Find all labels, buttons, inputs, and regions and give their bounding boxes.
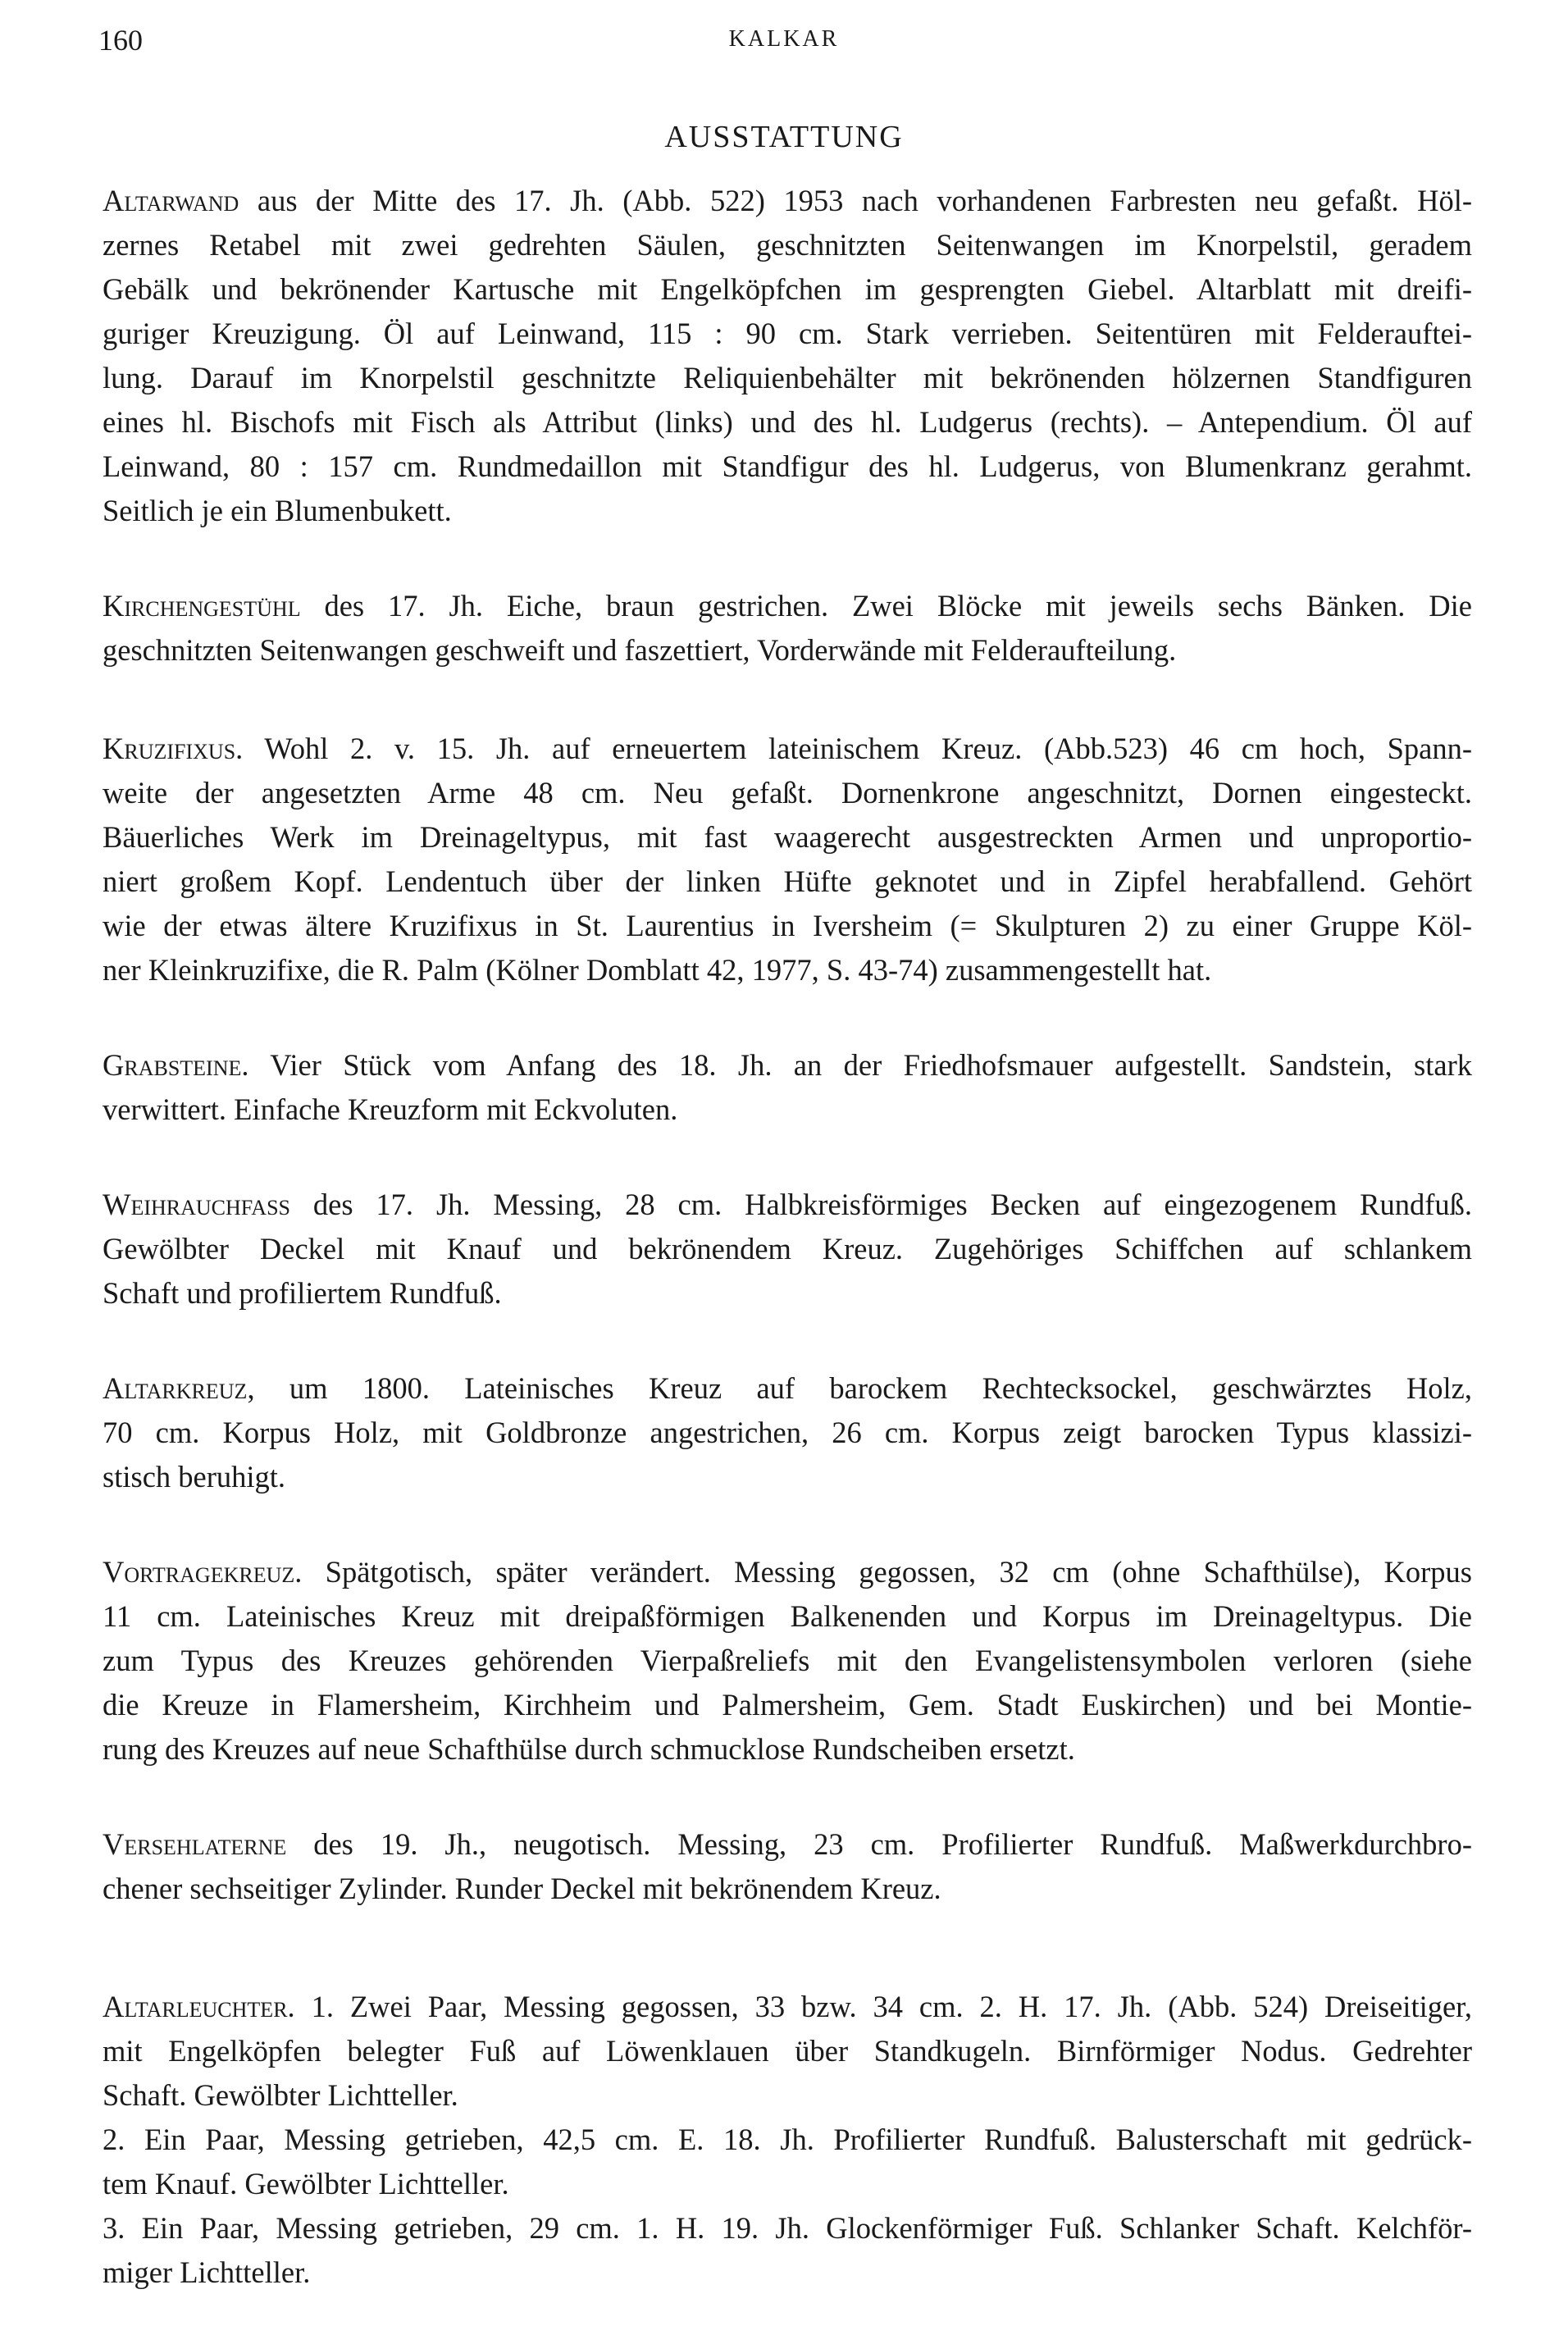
text-line: [103, 489, 1472, 533]
line-text: . Vier Stück vom Anfang des 18. Jh. an der Friedhofsmauer aufgestellt. Sandstein, stark: [241, 1048, 1472, 1082]
line-text: Leinwand, 80 : 157 cm. Rundmedaillon mit Standfigur des hl. Ludgerus, von Blumenkranz gerahmt.: [103, 449, 1472, 483]
text-line: [103, 267, 1472, 312]
text-line: [103, 1867, 1472, 1911]
text-line: [103, 1550, 1472, 1594]
text-line: [103, 2251, 1472, 2295]
line-text: des 17. Jh. Messing, 28 cm. Halbkreisförmiges Becken auf eingezogenem Rundfuß.: [290, 1188, 1472, 1221]
line-text: lung. Darauf im Knorpelstil geschnitzte Reliquienbehälter mit bekrönenden hölzernen Standfiguren: [103, 361, 1472, 394]
entry-heading: Altarkreuz: [103, 1371, 248, 1405]
text-line: [103, 584, 1472, 628]
text-line: [103, 1043, 1472, 1088]
text-line: [103, 1455, 1472, 1499]
text-line: [103, 223, 1472, 267]
text-line: [103, 2118, 1472, 2162]
line-text: Bäuerliches Werk im Dreinageltypus, mit fast waagerecht ausgestreckten Armen und unproportio-: [103, 820, 1472, 854]
line-text: Schaft und profiliertem Rundfuß.: [103, 1276, 502, 1310]
entry-vortragekreuz: [103, 1550, 1472, 1772]
running-head: KALKAR: [728, 26, 840, 52]
line-text: guriger Kreuzigung. Öl auf Leinwand, 115 : 90 cm. Stark verrieben. Seitentüren mit Felderauftei-: [103, 317, 1472, 350]
entry-heading: Versehlaterne: [103, 1827, 287, 1861]
text-line: [103, 2029, 1472, 2073]
text-line: [103, 1411, 1472, 1455]
entry-heading: Altarleuchter: [103, 1990, 288, 2023]
entry-grabsteine: [103, 1043, 1472, 1132]
entry-versehlaterne: [103, 1822, 1472, 1911]
line-text: des 17. Jh. Eiche, braun gestrichen. Zwei Blöcke mit jeweils sechs Bänken. Die: [300, 589, 1472, 622]
text-line: [103, 1227, 1472, 1271]
text-line: [103, 1727, 1472, 1772]
line-text: des 19. Jh., neugotisch. Messing, 23 cm. Profilierter Rundfuß. Maßwerkdurchbro-: [286, 1827, 1472, 1861]
line-text: 2. Ein Paar, Messing getrieben, 42,5 cm. E. 18. Jh. Profilierter Rundfuß. Balusterschaft mit gedrück-: [103, 2123, 1472, 2156]
line-text: geschnitzten Seitenwangen geschweift und faszettiert, Vorderwände mit Felderaufteilung.: [103, 633, 1177, 667]
text-line: [103, 1639, 1472, 1683]
entry-heading: Kirchengestühl: [103, 589, 301, 622]
section-title: AUSSTATTUNG: [664, 120, 904, 154]
text-line: [103, 1822, 1472, 1867]
text-line: [103, 1183, 1472, 1227]
text-line: [103, 948, 1472, 992]
entry-weihrauchfass: [103, 1183, 1472, 1316]
line-text: Schaft. Gewölbter Lichtteller.: [103, 2078, 458, 2112]
line-text: stisch beruhigt.: [103, 1460, 286, 1494]
entry-heading: Weihrauchfass: [103, 1188, 291, 1221]
line-text: . Wohl 2. v. 15. Jh. auf erneuertem lateinischem Kreuz. (Abb.523) 46 cm hoch, Spann-: [235, 732, 1472, 765]
entry-heading: Vortragekreuz: [103, 1555, 295, 1589]
line-text: mit Engelköpfen belegter Fuß auf Löwenklauen über Standkugeln. Birnförmiger Nodus. Gedrehter: [103, 2034, 1472, 2068]
entry-heading: Kruzifixus: [103, 732, 236, 765]
entry-altarleuchter: [103, 1985, 1472, 2295]
text-line: [103, 1271, 1472, 1316]
text-line: [103, 1088, 1472, 1132]
text-line: [103, 904, 1472, 948]
line-text: die Kreuze in Flamersheim, Kirchheim und Palmersheim, Gem. Stadt Euskirchen) und bei Montie-: [103, 1688, 1472, 1722]
line-text: aus der Mitte des 17. Jh. (Abb. 522) 1953 nach vorhandenen Farbresten neu gefaßt. Höl-: [239, 184, 1472, 217]
line-text: . Spätgotisch, später verändert. Messing gegossen, 32 cm (ohne Schafthülse), Korpus: [294, 1555, 1472, 1589]
text-line: [103, 628, 1472, 673]
text-line: [103, 2073, 1472, 2118]
line-text: wie der etwas ältere Kruzifixus in St. Laurentius in Iversheim (= Skulpturen 2) zu einer Gruppe Köl-: [103, 909, 1472, 942]
text-line: [103, 1985, 1472, 2029]
text-line: [103, 727, 1472, 771]
line-text: zum Typus des Kreuzes gehörenden Vierpaßreliefs mit den Evangelistensymbolen verloren (siehe: [103, 1644, 1472, 1677]
line-text: tem Knauf. Gewölbter Lichtteller.: [103, 2167, 509, 2200]
line-text: weite der angesetzten Arme 48 cm. Neu gefaßt. Dornenkrone angeschnitzt, Dornen eingesteckt.: [103, 776, 1472, 809]
line-text: niert großem Kopf. Lendentuch über der linken Hüfte geknotet und in Zipfel herabfallend. Gehört: [103, 864, 1472, 898]
text-line: [103, 815, 1472, 860]
line-text: . 1. Zwei Paar, Messing gegossen, 33 bzw. 34 cm. 2. H. 17. Jh. (Abb. 524) Dreiseitiger,: [287, 1990, 1472, 2023]
line-text: 70 cm. Korpus Holz, mit Goldbronze angestrichen, 26 cm. Korpus zeigt barocken Typus klassizi-: [103, 1416, 1472, 1449]
entry-kruzifixus: [103, 727, 1472, 992]
text-line: [103, 860, 1472, 904]
document-body: [103, 179, 1472, 2344]
line-text: Gewölbter Deckel mit Knauf und bekrönendem Kreuz. Zugehöriges Schiffchen auf schlankem: [103, 1232, 1472, 1265]
text-line: [103, 445, 1472, 489]
line-text: 11 cm. Lateinisches Kreuz mit dreipaßförmigen Balkenenden und Korpus im Dreinageltypus. Die: [103, 1599, 1472, 1633]
line-text: ner Kleinkruzifixe, die R. Palm (Kölner Domblatt 42, 1977, S. 43-74) zusammengestellt hat.: [103, 953, 1212, 987]
line-text: Gebälk und bekrönender Kartusche mit Engelköpfchen im gesprengten Giebel. Altarblatt mit dreifi-: [103, 272, 1472, 306]
line-text: verwittert. Einfache Kreuzform mit Eckvoluten.: [103, 1092, 678, 1126]
line-text: rung des Kreuzes auf neue Schafthülse durch schmucklose Rundscheiben ersetzt.: [103, 1732, 1075, 1766]
line-text: Seitlich je ein Blumenbukett.: [103, 494, 452, 527]
text-line: [103, 179, 1472, 223]
entry-heading: Grabsteine: [103, 1048, 242, 1082]
line-text: miger Lichtteller.: [103, 2255, 311, 2289]
text-line: [103, 356, 1472, 400]
text-line: [103, 2162, 1472, 2206]
entry-heading: Altarwand: [103, 184, 239, 217]
text-line: [103, 312, 1472, 356]
text-line: [103, 1594, 1472, 1639]
text-line: [103, 1366, 1472, 1411]
text-line: [103, 2206, 1472, 2251]
entry-altarwand: [103, 179, 1472, 533]
text-line: [103, 400, 1472, 445]
text-line: [103, 771, 1472, 815]
line-text: chener sechseitiger Zylinder. Runder Deckel mit bekrönendem Kreuz.: [103, 1872, 941, 1905]
line-text: zernes Retabel mit zwei gedrehten Säulen, geschnitzten Seitenwangen im Knorpelstil, geradem: [103, 228, 1472, 262]
entry-altarkreuz: [103, 1366, 1472, 1499]
page-number: 160: [98, 24, 143, 57]
text-line: [103, 1683, 1472, 1727]
line-text: 3. Ein Paar, Messing getrieben, 29 cm. 1. H. 19. Jh. Glockenförmiger Fuß. Schlanker Schaft. Kelchför-: [103, 2211, 1472, 2245]
line-text: eines hl. Bischofs mit Fisch als Attribut (links) und des hl. Ludgerus (rechts). – Antependium. Öl auf: [103, 405, 1472, 439]
line-text: , um 1800. Lateinisches Kreuz auf barockem Rechtecksockel, geschwärztes Holz,: [247, 1371, 1472, 1405]
entry-kirchengestuehl: [103, 584, 1472, 673]
